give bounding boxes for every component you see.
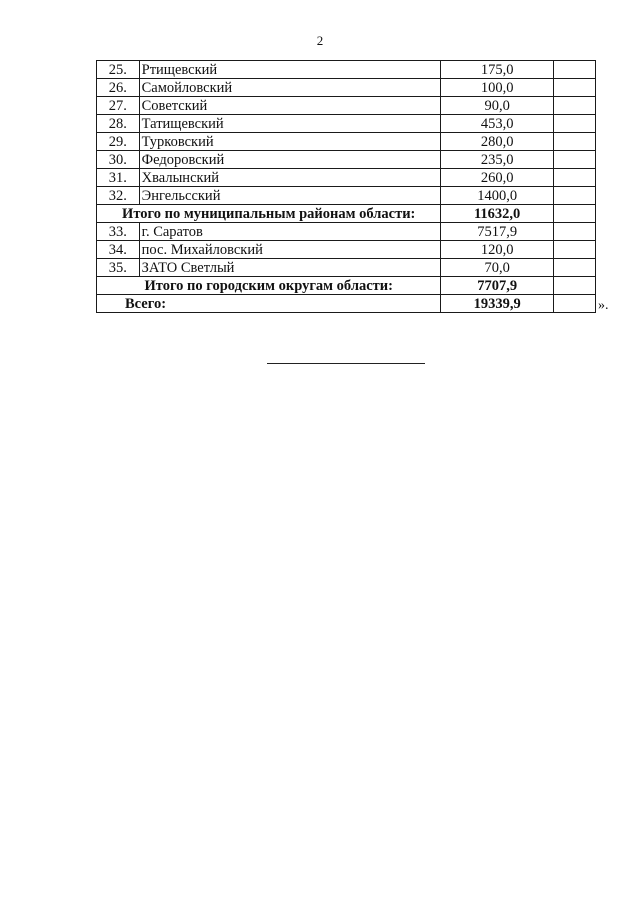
separator-line bbox=[267, 363, 425, 364]
empty-cell bbox=[553, 295, 595, 313]
row-number: 33. bbox=[97, 223, 140, 241]
row-value: 235,0 bbox=[441, 151, 553, 169]
city-name: пос. Михайловский bbox=[139, 241, 441, 259]
district-name: Самойловский bbox=[139, 79, 441, 97]
allocation-table bbox=[96, 60, 596, 313]
district-name: Федоровский bbox=[139, 151, 441, 169]
empty-cell bbox=[553, 115, 595, 133]
row-value: 260,0 bbox=[441, 169, 553, 187]
table-row bbox=[97, 223, 596, 241]
district-name: Советский bbox=[139, 97, 441, 115]
row-number: 31. bbox=[97, 169, 140, 187]
empty-cell bbox=[553, 205, 595, 223]
table-row bbox=[97, 241, 596, 259]
total-cities-value: 7707,9 bbox=[441, 277, 553, 295]
row-number: 29. bbox=[97, 133, 140, 151]
empty-cell bbox=[553, 223, 595, 241]
district-name: Хвалынский bbox=[139, 169, 441, 187]
row-value: 453,0 bbox=[441, 115, 553, 133]
empty-cell bbox=[553, 97, 595, 115]
row-number: 35. bbox=[97, 259, 140, 277]
empty-cell bbox=[553, 61, 595, 79]
table-row bbox=[97, 61, 596, 79]
total-row-districts bbox=[97, 205, 596, 223]
table-row bbox=[97, 169, 596, 187]
row-value: 1400,0 bbox=[441, 187, 553, 205]
total-row-cities bbox=[97, 277, 596, 295]
city-name: г. Саратов bbox=[139, 223, 441, 241]
row-value: 280,0 bbox=[441, 133, 553, 151]
empty-cell bbox=[553, 187, 595, 205]
total-districts-value: 11632,0 bbox=[441, 205, 553, 223]
grand-total-value: 19339,9 bbox=[441, 295, 553, 313]
empty-cell bbox=[553, 79, 595, 97]
row-number: 28. bbox=[97, 115, 140, 133]
grand-total-row bbox=[97, 295, 596, 313]
row-value: 70,0 bbox=[441, 259, 553, 277]
empty-cell bbox=[553, 241, 595, 259]
district-name: Энгельсский bbox=[139, 187, 441, 205]
row-value: 90,0 bbox=[441, 97, 553, 115]
row-value: 175,0 bbox=[441, 61, 553, 79]
row-number: 26. bbox=[97, 79, 140, 97]
row-number: 25. bbox=[97, 61, 140, 79]
page-number: 2 bbox=[316, 33, 324, 48]
row-number: 30. bbox=[97, 151, 140, 169]
row-value: 100,0 bbox=[441, 79, 553, 97]
table-row bbox=[97, 259, 596, 277]
city-name: ЗАТО Светлый bbox=[139, 259, 441, 277]
empty-cell bbox=[553, 151, 595, 169]
table-row bbox=[97, 187, 596, 205]
district-name: Татищевский bbox=[139, 115, 441, 133]
district-name: Турковский bbox=[139, 133, 441, 151]
empty-cell bbox=[553, 277, 595, 295]
table-row bbox=[97, 133, 596, 151]
row-number: 32. bbox=[97, 187, 140, 205]
empty-cell bbox=[553, 259, 595, 277]
total-districts-label: Итого по муниципальным районам области: bbox=[97, 205, 441, 223]
row-value: 7517,9 bbox=[441, 223, 553, 241]
district-name: Ртищевский bbox=[139, 61, 441, 79]
table-row bbox=[97, 151, 596, 169]
empty-cell bbox=[553, 169, 595, 187]
row-number: 27. bbox=[97, 97, 140, 115]
total-cities-label: Итого по городским округам области: bbox=[97, 277, 441, 295]
empty-cell bbox=[553, 133, 595, 151]
grand-total-label: Всего: bbox=[97, 295, 441, 313]
row-number: 34. bbox=[97, 241, 140, 259]
table-row bbox=[97, 79, 596, 97]
closing-quote: ». bbox=[598, 298, 609, 313]
row-value: 120,0 bbox=[441, 241, 553, 259]
table-row bbox=[97, 115, 596, 133]
table-row bbox=[97, 97, 596, 115]
